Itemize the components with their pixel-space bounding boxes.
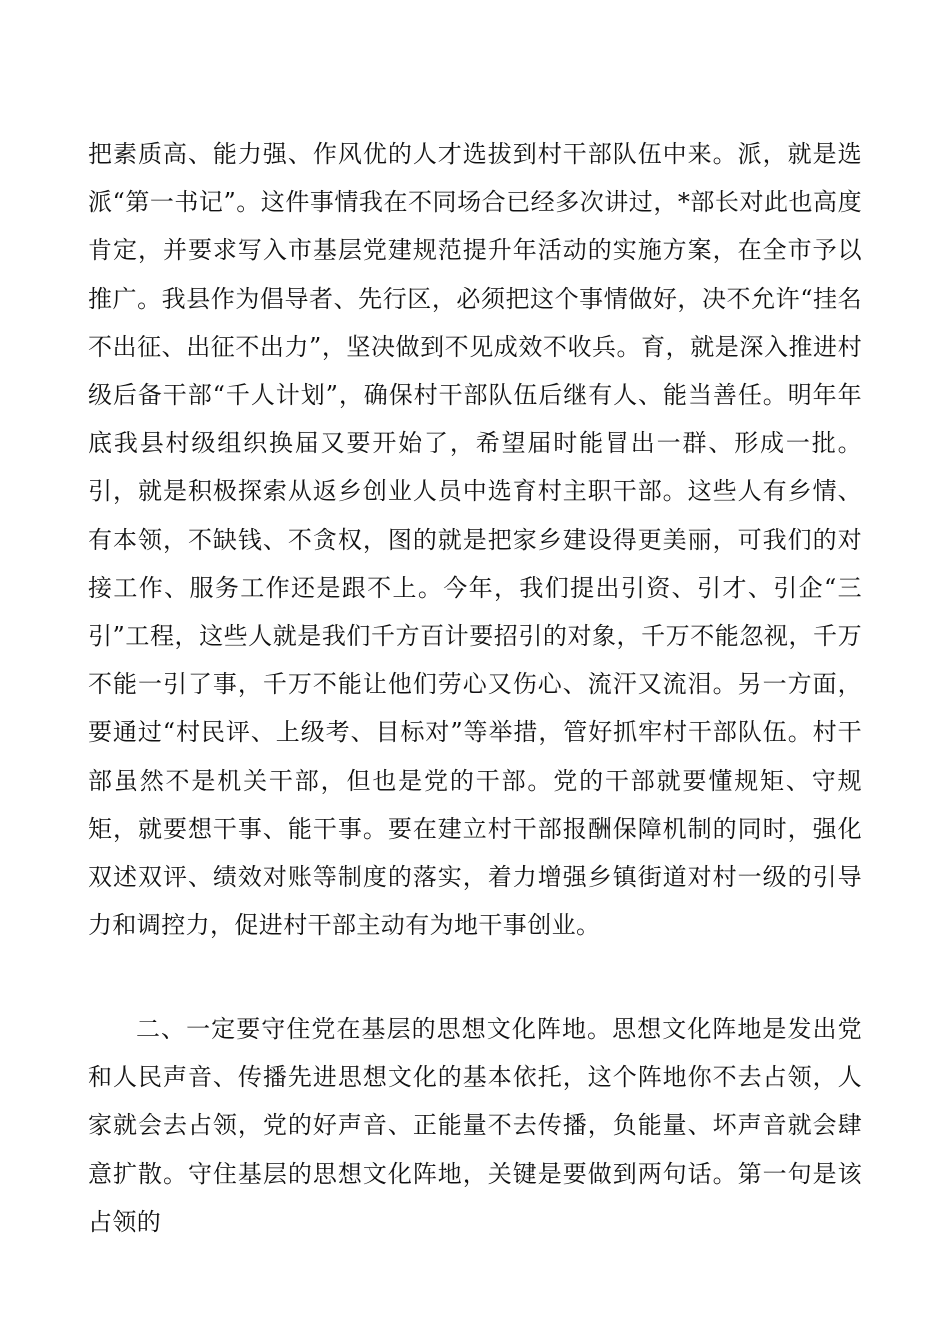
body-paragraph-2: 二、一定要守住党在基层的思想文化阵地。思想文化阵地是发出党和人民声音、传播先进思想文化的基本依托，这个阵地你不去占领，人家就会去占领，党的好声音、正能量不去传播，负能量、坏声音就会肆意扩散。守住基层的思想文化阵地，关键是要做到两句话。第一句是该占领的 xyxy=(88,1015,862,1236)
body-paragraph-1: 把素质高、能力强、作风优的人才选拔到村干部队伍中来。派，就是选派“第一书记”。这件事情我在不同场合已经多次讲过，*部长对此也高度肯定，并要求写入市基层党建规范提升年活动的实施方案，在全市予以推广。我县作为倡导者、先行区，必须把这个事情做好，决不允许“挂名不出征、出征不出力”，坚决做到不见成效不收兵。育，就是深入推进村级后备干部“千人计划”，确保村干部队伍后继有人、能当善任。明年年底我县村级组织换届又要开始了，希望届时能冒出一群、形成一批。引，就是积极探索从返乡创业人员中选育村主职干部。这些人有乡情、有本领，不缺钱、不贪权，图的就是把家乡建设得更美丽，可我们的对接工作、服务工作还是跟不上。今年，我们提出引资、引才、引企“三引”工程，这些人就是我们千方百计要招引的对象，千万不能忽视，千万不能一引了事，千万不能让他们劳心又伤心、流汗又流泪。另一方面，要通过“村民评、上级考、目标对”等举措，管好抓牢村干部队伍。村干部虽然不是机关干部，但也是党的干部。党的干部就要懂规矩、守规矩，就要想干事、能干事。要在建立村干部报酬保障机制的同时，强化双述双评、绩效对账等制度的落实，着力增强乡镇街道对村一级的引导力和调控力，促进村干部主动有为地干事创业。 xyxy=(88,140,862,940)
